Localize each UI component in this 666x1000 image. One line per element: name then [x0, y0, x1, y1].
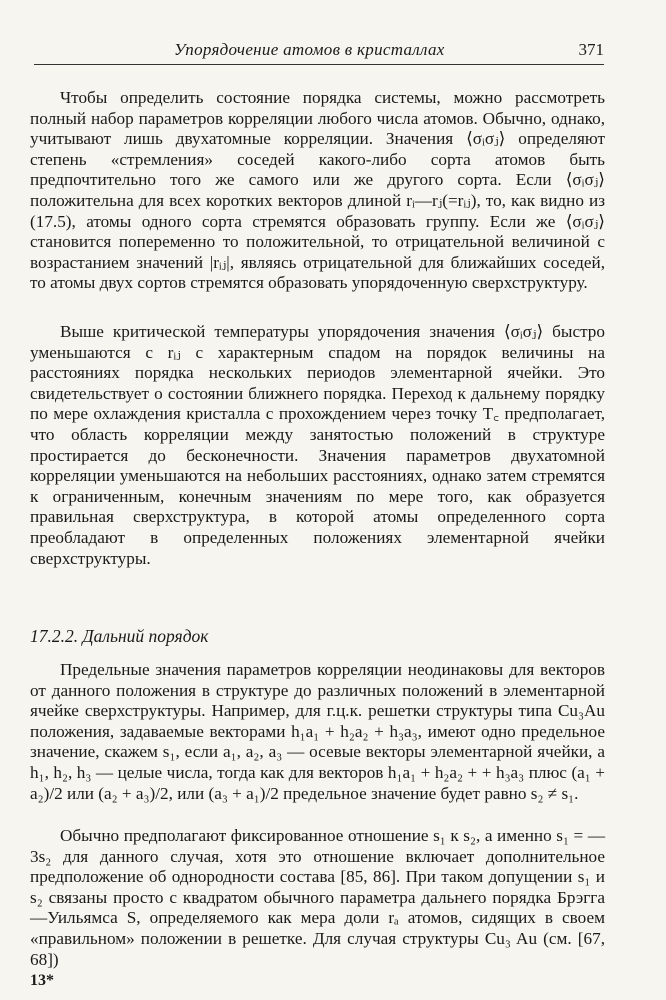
page-header [34, 40, 604, 65]
paragraph-correlations [30, 88, 605, 294]
paragraph-text: Предельные значения параметров корреляции неодинаковы для векторов от данного положения в структуре до различных положений в элементарной ячейке сверхструктуры. Например, для г.ц.к. решетки структуры типа Cu₃Au положения, задаваемые векторами h₁a₁ + h₂a₂ + h₃a₃, имеют одно предельное значение, скажем s₁, если a₁, a₂, a₃ — осевые векторы элементарной ячейки, а h₁, h₂, h₃ — целые числа, тогда как для векторов h₁a₁ + h₂a₂ + + h₃a₃ плюс (a₁ + a₂)/2 или (a₂ + a₃)/2, или (a₃ + a₁)/2 предельное значение будет равно s₂ ≠ s₁. [30, 660, 605, 803]
running-title: Упорядочение атомов в кристаллах [174, 40, 445, 59]
paragraph-bragg-williams [30, 826, 605, 970]
paragraph-text: Чтобы определить состояние порядка системы, можно рассмотреть полный набор параметров корреляции любого числа атомов. Обычно, однако, учитывают лишь двухатомные корреляции. Значения ⟨σᵢσⱼ⟩ определяют степень «стремления» соседей какого-либо сорта атомов быть предпочтительно того же самого или же другого сорта. Если ⟨σᵢσⱼ⟩ положительна для всех коротких векторов длиной rᵢ—rⱼ(=rᵢⱼ), то, как видно из (17.5), атомы одного сорта стремятся образовать группу. Если же ⟨σᵢσⱼ⟩ становится попеременно то положительной, то отрицательной величиной с возрастанием значений |rᵢⱼ|, являясь отрицательной для ближайших соседей, то атомы двух сортов стремятся образовать упорядоченную сверхструктуру. [30, 88, 605, 293]
paragraph-short-range-order [30, 322, 605, 569]
section-heading: 17.2.2. Дальний порядок [30, 626, 209, 646]
paragraph-limit-values [30, 660, 605, 804]
paragraph-text: Выше критической температуры упорядочения значения ⟨σᵢσⱼ⟩ быстро уменьшаются с rᵢⱼ с характерным спадом на порядок величины на расстояниях порядка нескольких периодов элементарной ячейки. Это свидетельствует о состоянии ближнего порядка. Переход к дальнему порядку по мере охлаждения кристалла с прохождением через точку T꜀ предполагает, что область корреляции между занятостью положений в структуре простирается до бесконечности. Значения параметров двухатомной корреляции уменьшаются на небольших расстояниях, однако затем стремятся к ограниченным, конечным значениям по мере того, как образуется правильная сверхструктура, в которой атомы определенного сорта преобладают в определенных положениях элементарной ячейки сверхструктуры. [30, 322, 605, 568]
page-number: 371 [578, 40, 604, 59]
paragraph-text: Обычно предполагают фиксированное отношение s₁ к s₂, а именно s₁ = —3s₂ для данного случая, хотя это отношение включает дополнительное предположение об однородности состава [85, 86]. При таком допущении s₁ и s₂ связаны просто с квадратом обычного параметра дальнего порядка Брэгга—Уильямса S, определяемого как мера доли rₐ атомов, сидящих в своем «правильном» положении в решетке. Для случая структуры Cu₃ Au (см. [67, 68]) [30, 826, 605, 969]
printer-signature: 13* [30, 972, 54, 989]
